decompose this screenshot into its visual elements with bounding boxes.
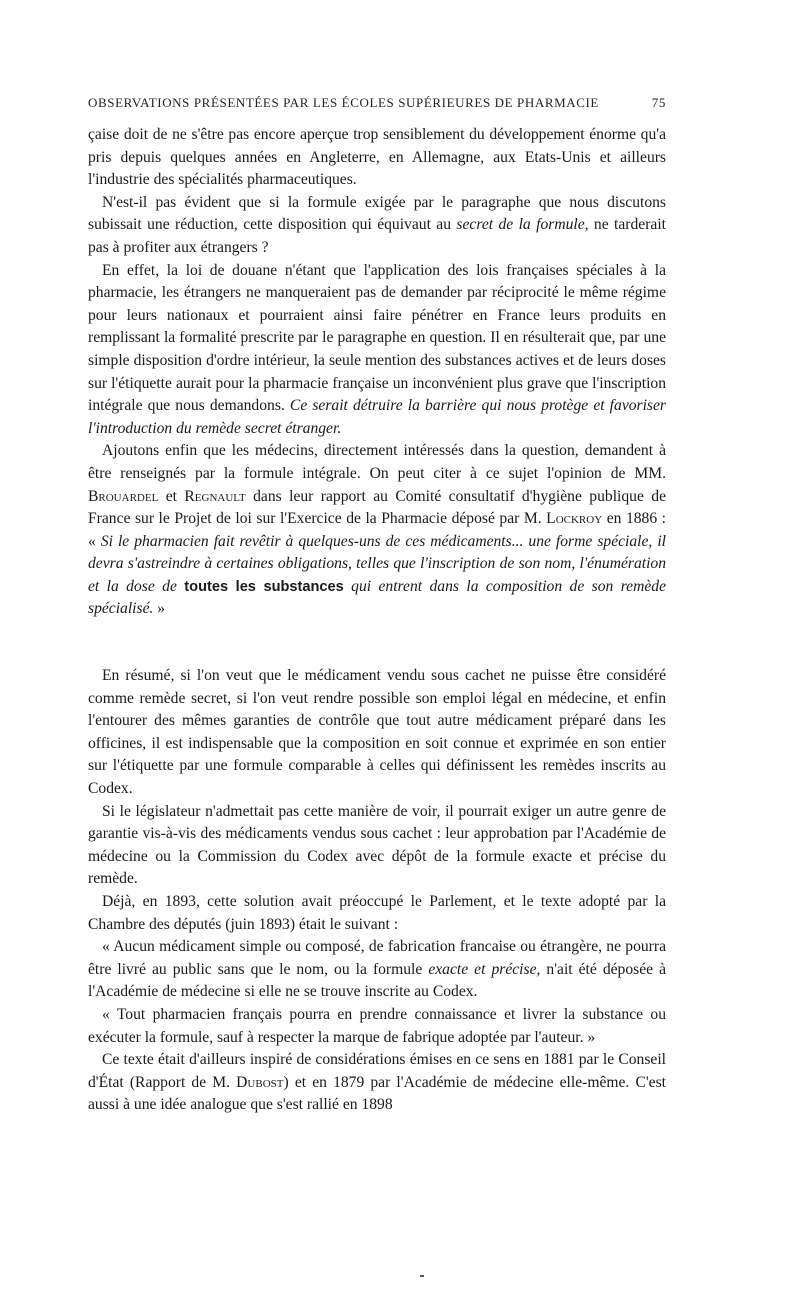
paragraph-7-text: Déjà, en 1893, cette solution avait préoccupé le Parlement, et le texte adopté par la Chambre des députés (juin 1893) était le suivant : bbox=[88, 893, 666, 933]
paragraph-8-text-b: , n'ait été déposée à l'Académie de médecine si elle ne se trouve inscrite au Codex. bbox=[88, 960, 666, 1001]
section-gap-2 bbox=[88, 643, 666, 665]
paragraph-4-text-b: et bbox=[158, 487, 185, 505]
paragraph-4-text-d: en 1886 : « bbox=[88, 510, 667, 550]
paragraph-5 bbox=[88, 665, 666, 801]
paragraph-2-text-b: , ne tarderait pas à profiter aux étrangers ? bbox=[88, 216, 666, 256]
section-gap bbox=[88, 621, 666, 643]
paragraph-7 bbox=[88, 891, 666, 936]
paragraph-10-text-b: ) et en 1879 par l'Académie de médecine elle-même. C'est aussi à une idée analogue que s'est rallié en 1898 bbox=[88, 1073, 666, 1114]
paragraph-4-text-c: dans leur rapport au Comité consultatif d'hygiène publique de France sur le Projet de loi sur l'Exercice de la Pharmacie déposé par M. bbox=[88, 487, 667, 528]
name-dubost: Dubost bbox=[236, 1073, 284, 1091]
page-body bbox=[88, 124, 666, 1117]
paragraph-8-italic: exacte et précise bbox=[428, 960, 537, 978]
paragraph-3-italic: Ce serait détruire la barrière qui nous protège et favoriser l'introduction du remède secret étranger. bbox=[88, 397, 666, 437]
paragraph-3-text: En effet, la loi de douane n'étant que l'application des lois françaises spéciales à la pharmacie, les étrangers ne manqueraient pas de demander par réciprocité le même régime pour leurs nationaux et pourraient ainsi faire pénétrer en France leurs produits en remplissant la formalité prescrite par le paragraphe en question. Il en résulterait que, par une simple disposition d'ordre intérieur, la seule mention des substances actives et de leurs doses sur l'étiquette aurait pour la pharmacie française un inconvénient plus grave que l'inscription intégrale que nous demandons. bbox=[88, 261, 666, 415]
paragraph-2-italic: secret de la formule bbox=[456, 216, 585, 234]
paragraph-4-text-a: Ajoutons enfin que les médecins, directement intéressés dans la question, demandent à être renseignés par la formule intégrale. On peut citer à ce sujet l'opinion de MM. bbox=[88, 442, 666, 482]
paragraph-4-quote-italic-1: Si le pharmacien fait revêtir à quelques-uns de ces médicaments... une forme spéciale, il devra s'astreindre à certaines obligations, telles que l'inscription de son nom, l'énumération et la dose de bbox=[88, 532, 666, 595]
paragraph-9 bbox=[88, 1004, 666, 1049]
paragraph-10-text-a: Ce texte était d'ailleurs inspiré de considérations émises en ce sens en 1881 par le Conseil d'État (Rapport de M. bbox=[88, 1051, 666, 1091]
paragraph-3 bbox=[88, 260, 666, 441]
paragraph-1-text: çaise doit de ne s'être pas encore aperçue trop sensiblement du développement énorme qu'a pris depuis quelques années en Angleterre, en Allemagne, aux Etats-Unis et ailleurs l'industrie des spécialités pharmaceutiques. bbox=[88, 126, 666, 189]
running-title: OBSERVATIONS PRÉSENTÉES PAR LES ÉCOLES SUPÉRIEURES DE PHARMACIE bbox=[88, 95, 599, 110]
paragraph-9-text: « Tout pharmacien français pourra en prendre connaissance et livrer la substance ou exécuter la formule, sauf à respecter la marque de fabrique adoptée par l'auteur. » bbox=[88, 1005, 666, 1046]
paragraph-10 bbox=[88, 1049, 666, 1117]
paragraph-8-text-a: « Aucun médicament simple ou composé, de fabrication francaise ou étrangère, ne pourra être livré au public sans que le nom, ou la formule bbox=[88, 938, 666, 978]
name-brouardel: Brouardel bbox=[88, 487, 159, 505]
running-header bbox=[88, 95, 666, 111]
paragraph-4 bbox=[88, 440, 666, 621]
name-regnault: Regnault bbox=[184, 487, 246, 505]
paragraph-4-text-e: » bbox=[153, 600, 166, 618]
paragraph-4-quote-italic-2: qui entrent dans la composition de son remède spécialisé. bbox=[88, 577, 667, 618]
paragraph-6 bbox=[88, 801, 666, 891]
paragraph-2-text-a: N'est-il pas évident que si la formule exigée par le paragraphe que nous discutons subissait une réduction, cette disposition qui équivaut au bbox=[88, 193, 666, 234]
paragraph-8 bbox=[88, 936, 666, 1004]
name-lockroy: Lockroy bbox=[546, 510, 603, 528]
page-number: 75 bbox=[651, 95, 666, 110]
paragraph-6-text: Si le législateur n'admettait pas cette manière de voir, il pourrait exiger un autre genre de garantie vis-à-vis des médicaments vendus sous cachet : leur approbation par l'Académie de médecine ou la Commission du Codex avec dépôt de la formule exacte et précise du remède. bbox=[88, 802, 666, 888]
paragraph-1 bbox=[88, 124, 666, 192]
printer-mark bbox=[420, 1275, 424, 1277]
paragraph-2 bbox=[88, 192, 666, 260]
paragraph-4-bold: toutes les substances bbox=[184, 578, 344, 595]
paragraph-5-text: En résumé, si l'on veut que le médicament vendu sous cachet ne puisse être considéré comme remède secret, si l'on veut rendre possible son emploi légal en médecine, et enfin l'entourer des mêmes garanties de contrôle que tout autre médicament préparé dans les officines, il est indispensable que la composition en soit connue et exprimée en son entier sur l'étiquette par une formule comparable à celles qui définissent les remèdes inscrits au Codex. bbox=[88, 667, 666, 798]
